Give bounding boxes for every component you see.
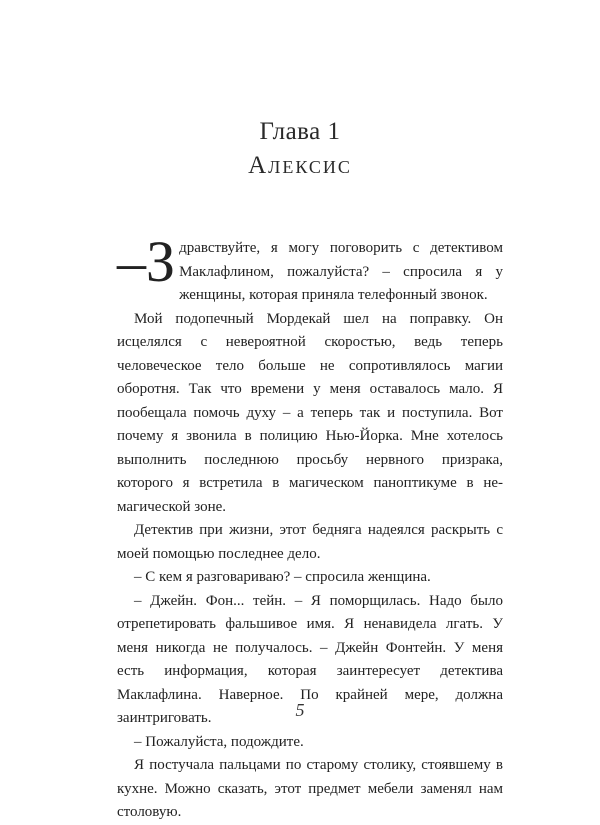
paragraph-7: Я постучала пальцами по старому столику, стоявшему в кухне. Можно сказать, этот предмет мебели заменял нам столовую. xyxy=(117,757,503,820)
chapter-body xyxy=(117,229,503,825)
paragraph-1 xyxy=(117,229,503,308)
drop-cap: –З xyxy=(117,229,176,294)
chapter-number: Глава 1 xyxy=(259,118,341,145)
page-number: 5 xyxy=(295,700,305,720)
paragraph-4: – С кем я разговариваю? – спросила женщина. xyxy=(134,569,431,585)
paragraph-1-text: дравствуйте, я могу поговорить с детективом Маклафлином, пожалуйста? – спросила я у женщины, которая приняла телефонный звонок. xyxy=(179,240,503,303)
paragraph-6: – Пожалуйста, подождите. xyxy=(134,733,304,750)
paragraph-2: Мой подопечный Мордекай шел на поправку. Он исцелялся с невероятной скоростью, ведь теперь человеческое тело больше не сопротивлялось магии оборотня. Так что времени у меня оставалось мало. Я пообещала помочь духу – а теперь так и поступила. Вот почему я звонила в полицию Нью-Йорка. Мне хотелось выполнить последнюю просьбу нервного призрака, которого я встретила в магическом паноптикуме в не-магической зоне. xyxy=(117,310,503,515)
paragraph-3: Детектив при жизни, этот бедняга надеялся раскрыть с моей помощью последнее дело. xyxy=(117,522,503,562)
paragraph-5: – Джейн. Фон... тейн. – Я поморщилась. Надо было отрепетировать фальшивое имя. Я ненавидела лгать. У меня никогда не получалось. – Джейн Фонтейн. У меня есть информация, которая заинтересует детектива Маклафлина. Наверное. По крайней мере, должна заинтриговать. xyxy=(117,592,503,726)
chapter-title: Алексис xyxy=(248,152,352,179)
